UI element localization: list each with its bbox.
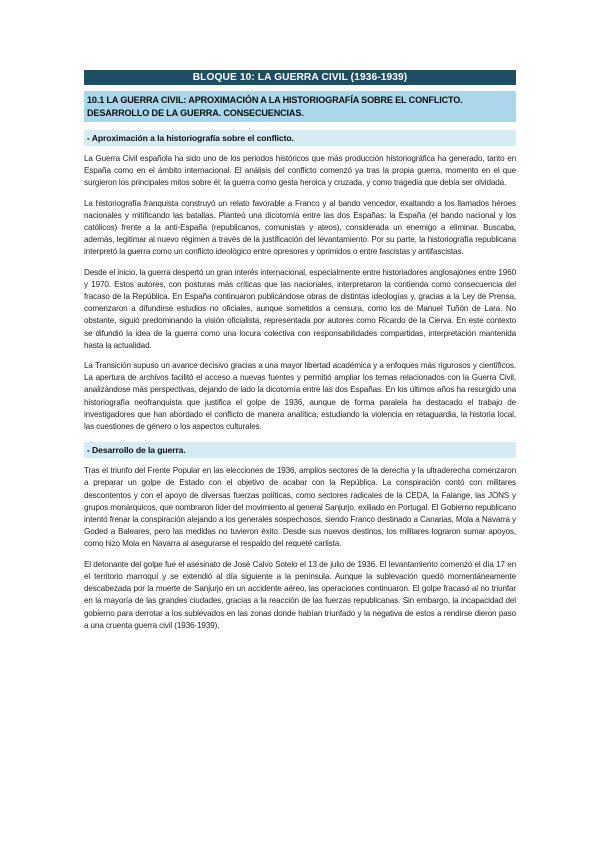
paragraph: Tras el triunfo del Frente Popular en las elecciones de 1936, amplios sectores de la derecha y la ultraderecha comenzaron a preparar un golpe de Estado con el objetivo de acabar con la República. La conspiración contó con militares descontentos y con el apoyo de diversas fuerzas políticas, como sectores radicales de la CEDA, la Falange, las JONS y grupos monárquicos, que nombraron líder del movimiento al general Sanjurjo, exiliado en Portugal. El Gobierno republicano intentó frenar la conspiración alejando a los generales sospechosos, siendo Franco destinado a Canarias, Mola a Navarra y Goded a Baleares, pero las medidas no tuvieron éxito. Desde sus nuevos destinos, los militares lograron sumar apoyos, como hizo Mola en Navarra al asegurarse el respaldo del requeté carlista. (84, 466, 516, 549)
paragraph: El detonante del golpe fue el asesinato de José Calvo Sotelo el 13 de julio de 1936. El levantamiento comenzó el día 17 en el territorio marroquí y se extendió al día siguiente a la península. Aunque la sublevación quedó momentáneamente descabezada por la muerte de Sanjurjo en un accidente aéreo, las operaciones continuaron. El golpe fracasó al no triunfar en la mayoría de las grandes ciudades, gracias a la reacción de las fuerzas republicanas. Sin embargo, la incapacidad del gobierno para derrotar a los sublevados en las zonas donde habían triunfado y la negativa de estos a rendirse dieron paso a una cruenta guerra civil (1936-1939). (84, 559, 516, 630)
section-heading-historiography: - Aproximación a la historiografía sobre el conflicto. (84, 130, 516, 146)
block-title: BLOQUE 10: LA GUERRA CIVIL (1936-1939) (84, 70, 516, 85)
paragraph: Desde el inicio, la guerra despertó un gran interés internacional, especialmente entre historiadores anglosajones entre 1960 y 1970. Estos autores, con posturas más críticas que las nacionales, interpretaron la contienda como consecuencia del fracaso de la República. En España continuaron publicándose obras de distintas ideologías y, gracias a la Ley de Prensa, comenzaron a difundirse estudios no oficiales, aunque sometidos a censura, como los de Manuel Tuñón de Lara. No obstante, siguió predominando la visión oficialista, representada por autores como Ricardo de la Cierva. En este contexto se difundió la idea de la guerra como una locura colectiva con responsabilidades compartidas, interpretación mantenida hasta la actualidad. (84, 267, 516, 350)
section-heading-war-development: - Desarrollo de la guerra. (84, 442, 516, 458)
paragraph: La Guerra Civil española ha sido uno de los periodos históricos que más producción historiográfica ha generado, tanto en España como en el ámbito internacional. El análisis del conflicto comenzó ya tras la propia guerra, momento en el que surgieron los principales mitos sobre él: la guerra como gesta heroica y cruzada, y como tragedia que debía ser olvidada. (84, 154, 516, 188)
topic-title: 10.1 LA GUERRA CIVIL: APROXIMACIÓN A LA HISTORIOGRAFÍA SOBRE EL CONFLICTO. DESARROLLO DE LA GUERRA. CONSECUENCIAS. (84, 91, 516, 122)
document-page (84, 70, 516, 632)
paragraph: La Transición supuso un avance decisivo gracias a una mayor libertad académica y a enfoques más rigurosos y científicos. La apertura de archivos facilitó el acceso a nuevas fuentes y permitió ampliar los temas relacionados con la Guerra Civil, analizándose más perspectivas, dejando de lado la dicotomía entre las dos Españas. En los últimos años ha resurgido una historiografía neofranquista que justifica el golpe de 1936, aunque de forma paralela ha destacado el trabajo de investigadores que han abordado el conflicto de manera analítica, estudiando la violencia en retaguardia, la historia local, las cuestiones de género o los aspectos culturales. (84, 361, 516, 432)
paragraph: La historiografía franquista construyó un relato favorable a Franco y al bando vencedor, exaltando a los llamados héroes nacionales y mitificando las batallas. Planteó una dicotomía entre las dos Españas: la España (el bando nacional y los católicos) frente a la anti-España (republicanos, comunistas y ateos), considerada un enemigo a eliminar. Buscaba, además, legitimar al nuevo régimen a través de la justificación del levantamiento. Por su parte, la historiografía republicana interpretó la guerra como un conflicto ideológico entre opresores y oprimidos o entre fascistas y antifascistas. (84, 198, 516, 257)
